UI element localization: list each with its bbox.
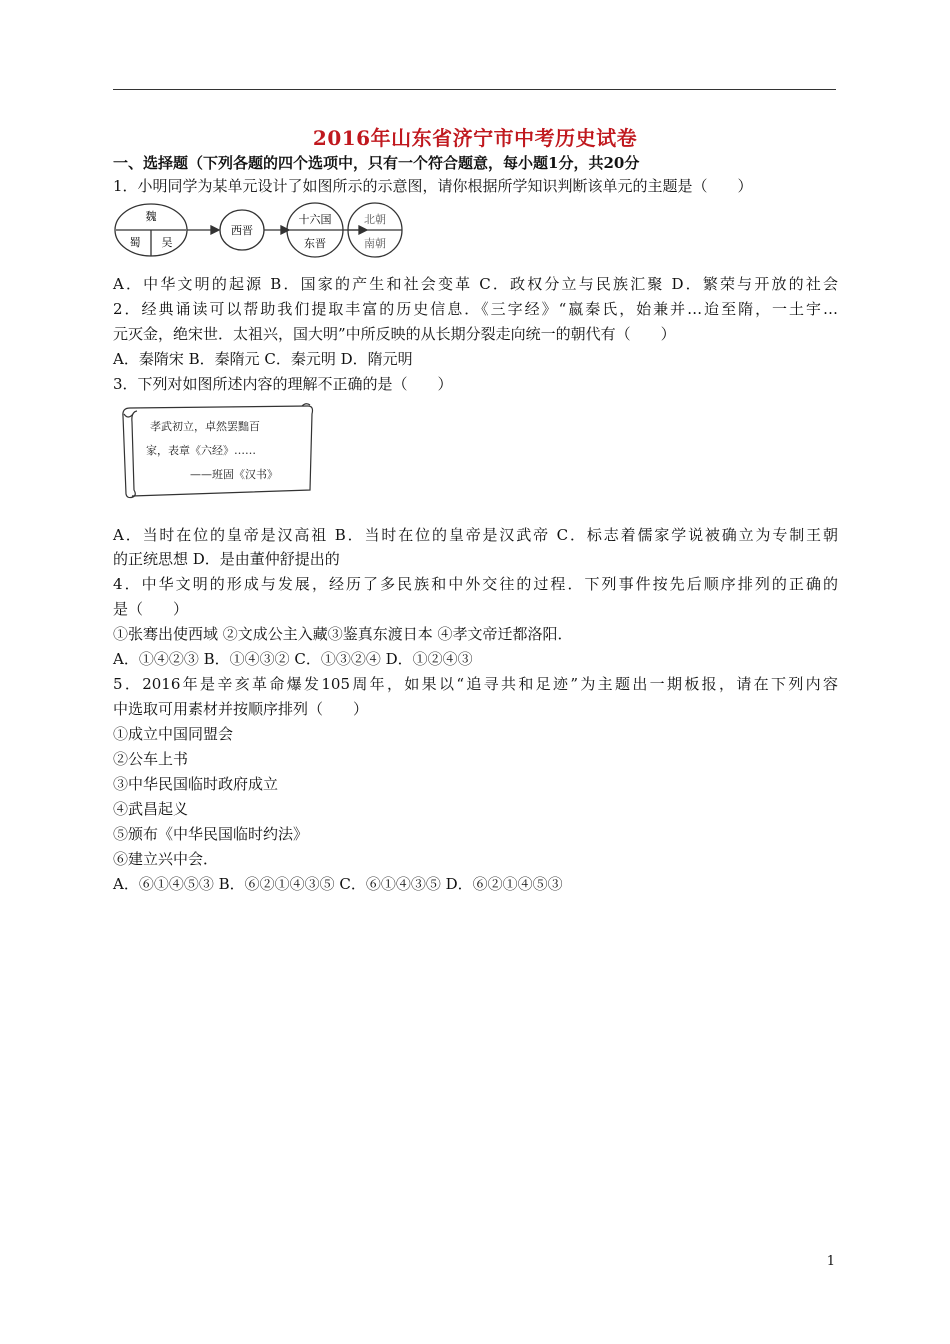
diagram-label-nanchao: 南朝 xyxy=(364,237,386,250)
q5-item: ③中华民国临时政府成立 xyxy=(113,775,279,793)
q5-item: ②公车上书 xyxy=(113,750,189,768)
q2-stem-line2: 元灭金，绝宋世．太祖兴，国大明”中所反映的从长期分裂走向统一的朝代有（ ） xyxy=(113,325,676,343)
q5-stem-line1: 5．2016年是辛亥革命爆发105周年，如果以“追寻共和足迹”为主题出一期板报，请在下列内容 xyxy=(113,675,838,693)
diagram-label-wu: 吴 xyxy=(161,236,173,249)
page-title: 2016年山东省济宁市中考历史试卷 xyxy=(312,126,638,150)
q5-stem-line2: 中选取可用素材并按顺序排列（ ） xyxy=(113,700,369,718)
q4-stem-line2: 是（ ） xyxy=(113,600,189,618)
q3-scroll-image xyxy=(120,402,316,500)
scroll-text-line2: 家，表章《六经》…… xyxy=(146,444,256,457)
q4-stem-line1: 4．中华文明的形成与发展，经历了多民族和中外交往的过程．下列事件按先后顺序排列的正确的 xyxy=(113,575,838,593)
q5-options: A．⑥①④⑤③ B．⑥②①④③⑤ C．⑥①④③⑤ D．⑥②①④⑤③ xyxy=(113,875,563,893)
diagram-label-wei: 魏 xyxy=(145,210,157,223)
q5-item: ⑥建立兴中会． xyxy=(113,850,219,868)
header-rule xyxy=(113,89,836,90)
q3-options-line1: A．当时在位的皇帝是汉高祖 B．当时在位的皇帝是汉武帝 C．标志着儒家学说被确立为专制王朝 xyxy=(113,526,838,544)
scroll-text-line1: 孝武初立，卓然罢黜百 xyxy=(150,420,260,433)
q1-diagram xyxy=(113,200,403,260)
diagram-label-beichao: 北朝 xyxy=(364,213,386,226)
q4-events: ①张骞出使西域 ②文成公主入藏③鉴真东渡日本 ④孝文帝迁都洛阳． xyxy=(113,625,573,643)
diagram-label-shu: 蜀 xyxy=(129,236,141,249)
q1-options: A．中华文明的起源 B．国家的产生和社会变革 C．政权分立与民族汇聚 D．繁荣与开放的社会 xyxy=(113,275,838,293)
page-number: 1 xyxy=(826,1254,835,1269)
q5-item: ⑤颁布《中华民国临时约法》 xyxy=(113,825,309,843)
q3-stem: 3．下列对如图所述内容的理解不正确的是（ ） xyxy=(113,375,453,393)
q3-options-line2: 的正统思想 D．是由董仲舒提出的 xyxy=(113,550,340,568)
q2-stem-line1: 2．经典诵读可以帮助我们提取丰富的历史信息．《三字经》“嬴秦氏，始兼并…迨至隋，一土宇… xyxy=(113,300,838,318)
q5-item: ④武昌起义 xyxy=(113,800,189,818)
diagram-label-shiliuguo: 十六国 xyxy=(298,213,332,226)
diagram-label-xijin: 西晋 xyxy=(231,224,253,237)
q5-item: ①成立中国同盟会 xyxy=(113,725,234,743)
scroll-text-line3: ——班固《汉书》 xyxy=(190,468,278,481)
q2-options: A．秦隋宋 B．秦隋元 C．秦元明 D．隋元明 xyxy=(113,350,413,368)
q4-options: A．①④②③ B．①④③② C．①③②④ D．①②④③ xyxy=(113,650,473,668)
diagram-label-dongjin: 东晋 xyxy=(304,237,326,250)
section-heading: 一、选择题（下列各题的四个选项中，只有一个符合题意，每小题1分，共20分 xyxy=(113,154,640,172)
q1-stem: 1．小明同学为某单元设计了如图所示的示意图，请你根据所学知识判断该单元的主题是（ ） xyxy=(113,177,753,195)
